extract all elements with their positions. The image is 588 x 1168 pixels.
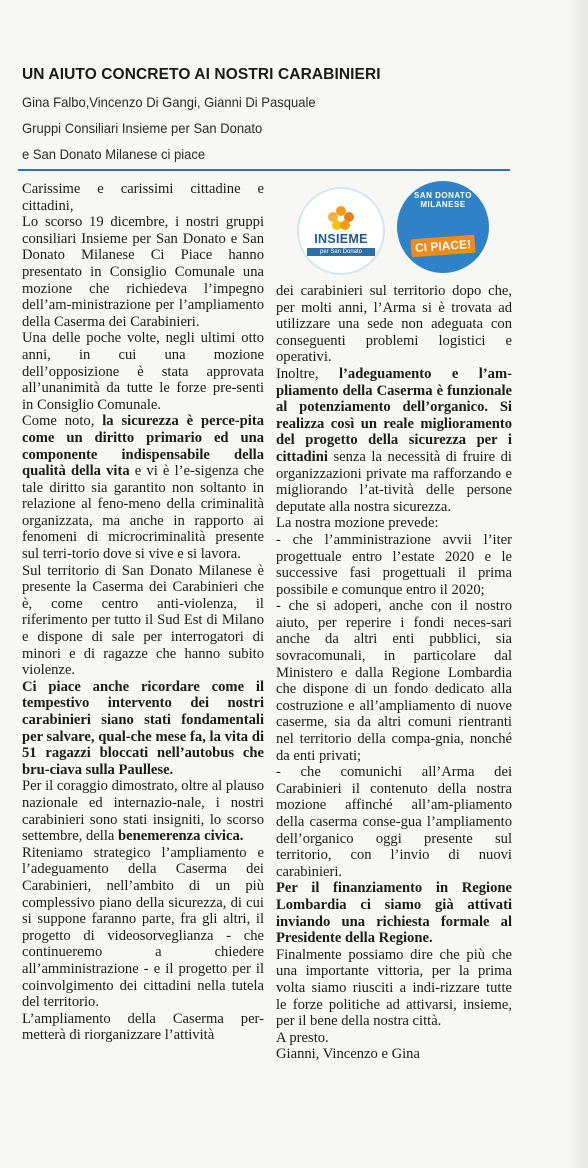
bold-text: l’adeguamento e l’am-pliamento della Caserma è funzionale al potenziamento dell’organico. Si realizza così un reale miglioramento del progetto della sicurezza per i cittadini [276, 365, 512, 465]
paragraph [22, 778, 264, 844]
insieme-logo-subtext: per San Donato [307, 248, 375, 256]
ci-piace-logo-text: CI PIACE! [410, 235, 475, 257]
paragraph [276, 366, 512, 515]
ci-piace-logo [397, 181, 489, 273]
ci-piace-logo-ring-text: SAN DONATO MILANESE [413, 191, 473, 209]
paragraph: Sul territorio di San Donato Milanese è presente la Caserma dei Carabinieri che è, come centro anti-violenza, il riferimento per tutto il Sud Est di Milano e dispone di sale per interrogatori di minori e di ragazze che hanno subito violenze. [22, 562, 264, 679]
paragraph: - che si adoperi, anche con il nostro aiuto, per reperire i fondi neces-sari anche da altri enti pubblici, sia sovracomunali, in particolare dal Ministero e dalla Regione Lombardia che dispone di un fondo dedicato alla costruzione e all’ampliamento di nuove caserme, sia da altri comuni rientranti nel territorio della compa-gnia, nonché da enti privati; [276, 598, 512, 764]
article-authors: Gina Falbo,Vincenzo Di Gangi, Gianni Di Pasquale [22, 94, 316, 110]
text-run: e vi è l’e-sigenza che tale diritto sia garantito non soltanto in relazione al feno-meno della criminalità organizzata, ma anche in rapporto ai fenomeni di microcriminalità presente sul terri-torio dove si vive e si lavora. [22, 463, 264, 563]
left-column [22, 181, 264, 1044]
insieme-logo-text: INSIEME [314, 232, 368, 246]
article-group-line-1: Gruppi Consiliari Insieme per San Donato [22, 120, 263, 136]
paragraph: Riteniamo strategico l’ampliamento e l’adeguamento della Caserma dei Carabinieri, nell’ambito di un più complessivo piano della sicurezza, di cui si suppone faranno parte, fra gli altri, il progetto di videosorveglianza - che continueremo a chiedere all’amministrazione - e il progetto per il coinvolgimento dei cittadini nella tutela del territorio. [22, 844, 264, 1011]
insieme-logo [297, 187, 385, 275]
paragraph: Una delle poche volte, negli ultimi otto anni, in cui una mozione dell’opposizione è stata approvata all’unanimità da tutte le forze pre-senti in Consiglio Comunale. [22, 330, 264, 413]
paragraph: A presto. [276, 1029, 329, 1046]
paragraph [22, 679, 264, 779]
title-divider [18, 169, 510, 171]
article-group-line-2: e San Donato Milanese ci piace [22, 146, 206, 162]
text-run: Per il coraggio dimostrato, oltre al plauso nazionale ed internazio-nale, i nostri carabinieri sono stati insigniti, lo scorso settembre, della [22, 778, 264, 845]
party-logos [293, 181, 493, 273]
flower-icon [299, 189, 383, 273]
bold-text: la sicurezza è perce-pita come un diritto primario ed una componente indispensabile della qualità della vita [22, 413, 264, 480]
bold-text: Ci piace anche ricordare come il tempestivo intervento dei nostri carabinieri siano stati fondamentali per salvare, qual-che mese fa, la vita di 51 ragazzi bloccati nell’autobus che bru-ciava sulla Paullese. [22, 678, 264, 778]
paragraph [22, 413, 264, 562]
paragraph: Carissime e carissimi cittadine e cittadini, [22, 181, 264, 214]
article-title: UN AIUTO CONCRETO AI NOSTRI CARABINIERI [22, 66, 381, 83]
paragraph: L’ampliamento della Caserma per-metterà di riorganizzare l’attività [22, 1010, 264, 1044]
paragraph: dei carabinieri sul territorio dopo che, per molti anni, l’Arma si è trovata ad utilizzare una sede non adeguata con conseguenti problemi logistici e operativi. [276, 283, 512, 366]
paragraph [276, 880, 512, 946]
right-column [276, 283, 512, 1063]
bold-text: Per il finanziamento in Regione Lombardia ci siamo già attivati inviando una richiesta formale al Presidente della Regione. [276, 880, 512, 947]
paragraph: - che l’amministrazione avvii l’iter progettuale entro l’estate 2020 e le successive fasi progettuali il prima possibile e comunque entro il 2020; [276, 531, 512, 598]
paragraph: Gianni, Vincenzo e Gina [276, 1046, 420, 1063]
paragraph: Lo scorso 19 dicembre, i nostri gruppi consiliari Insieme per San Donato e San Donato Milanese Ci Piace hanno presentato in Consiglio Comunale una mozione che richiedeva l’impegno dell’am-ministrazione per l’ampliamento della Caserma dei Carabinieri. [22, 214, 264, 330]
paragraph: - che comunichi all’Arma dei Carabinieri il contenuto della nostra mozione affinché all’am-pliamento della caserma conse-gua l’ampliamento dell’organico oggi presente sul territorio, con l’invio di nuovi carabinieri. [276, 764, 512, 880]
paragraph: Finalmente possiamo dire che più che una importante vittoria, per la prima volta siamo riusciti a indi-rizzare tutte le forze politiche ad attivarsi, insieme, per il bene della nostra città. [276, 946, 512, 1030]
text-run: senza la necessità di fruire di organizzazioni private ma rafforzando e migliorando l’at-tività delle persone deputate alla nostra sicurezza. [276, 448, 512, 515]
paragraph: La nostra mozione prevede: [276, 515, 439, 532]
text-run: Come noto, [22, 413, 103, 430]
page-edge-shadow [568, 0, 588, 1168]
bold-text: benemerenza civica. [118, 828, 244, 845]
text-run: Inoltre, [276, 365, 339, 382]
